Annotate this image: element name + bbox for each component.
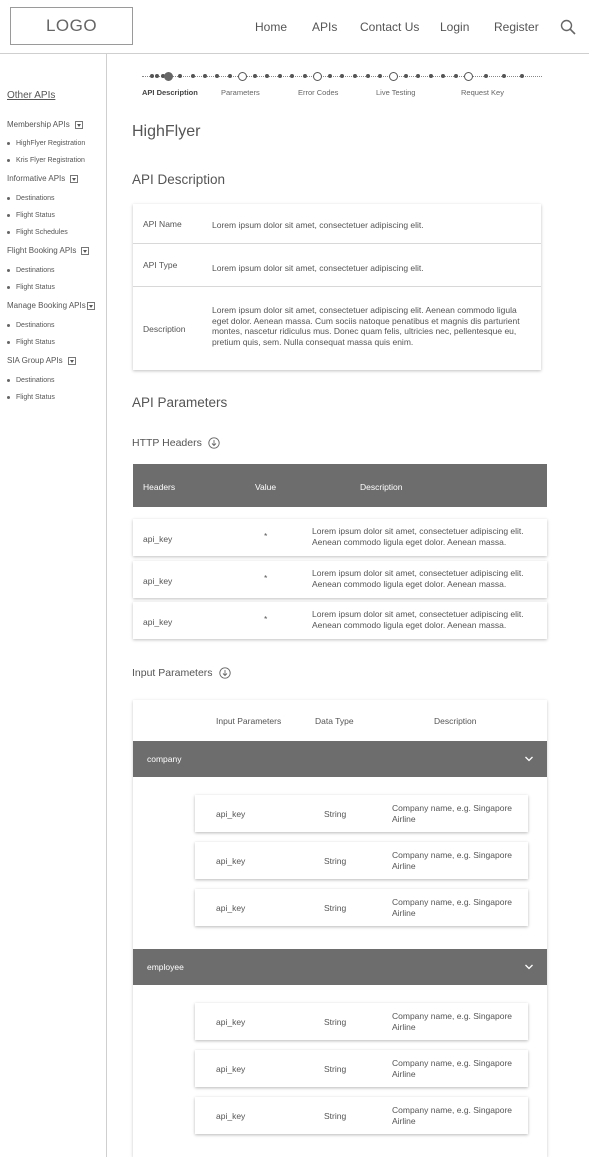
step-live-testing[interactable]: Live Testing	[376, 88, 416, 97]
param-description: Company name, e.g. Singapore Airline	[392, 1058, 513, 1079]
step-api-description-marker[interactable]	[164, 72, 173, 81]
input-parameters-heading: Input Parameters	[132, 667, 231, 679]
chevron-down-icon[interactable]	[524, 754, 534, 764]
step-request-key-marker[interactable]	[464, 72, 473, 81]
param-description: Company name, e.g. Singapore Airline	[392, 897, 513, 918]
accordion-employee[interactable]	[133, 949, 547, 985]
sidebar-item-destinations[interactable]: Destinations	[7, 267, 55, 274]
header-description: Lorem ipsum dolor sit amet, consectetuer adipiscing elit. Aenean commodo ligula eget dolor. Aenean massa.	[312, 609, 524, 630]
page-title: HighFlyer	[132, 123, 201, 140]
stepper-dot	[340, 74, 344, 78]
description-value: Lorem ipsum dolor sit amet, consectetuer adipiscing elit.	[212, 220, 424, 230]
step-request-key[interactable]: Request Key	[461, 88, 504, 97]
table-row	[195, 795, 528, 832]
step-error-codes-marker[interactable]	[313, 72, 322, 81]
table-row	[133, 602, 547, 639]
dropdown-toggle-icon[interactable]	[81, 247, 89, 255]
header-name: api_key	[143, 617, 173, 627]
stepper-dot	[454, 74, 458, 78]
dropdown-toggle-icon[interactable]	[68, 357, 76, 365]
stepper-dot	[290, 74, 294, 78]
api-description-heading: API Description	[132, 172, 226, 187]
logo[interactable]: LOGO	[10, 7, 133, 45]
step-parameters[interactable]: Parameters	[221, 88, 260, 97]
nav-home[interactable]: Home	[255, 20, 288, 34]
description-key: Description	[143, 324, 186, 334]
column-header-input-parameters: Input Parameters	[216, 716, 282, 726]
description-row	[133, 287, 541, 370]
sidebar-item-flight-status[interactable]: Flight Status	[7, 339, 55, 346]
step-api-description[interactable]: API Description	[142, 88, 198, 97]
stepper-dot	[328, 74, 332, 78]
param-type: String	[324, 809, 347, 819]
stepper-dot	[228, 74, 232, 78]
table-row	[133, 561, 547, 598]
sidebar-item-flight-status[interactable]: Flight Status	[7, 394, 55, 401]
header-description: Lorem ipsum dolor sit amet, consectetuer adipiscing elit. Aenean commodo ligula eget dolor. Aenean massa.	[312, 526, 524, 547]
accordion-company[interactable]	[133, 741, 547, 777]
sidebar-item-destinations[interactable]: Destinations	[7, 195, 55, 202]
sidebar-item-kris-flyer-registration[interactable]: Kris Flyer Registration	[7, 157, 85, 164]
header-value: *	[264, 531, 268, 541]
header-description: Lorem ipsum dolor sit amet, consectetuer adipiscing elit. Aenean commodo ligula eget dolor. Aenean massa.	[312, 568, 524, 589]
param-name: api_key	[216, 1111, 246, 1121]
input-parameters-panel	[133, 700, 547, 1157]
table-row	[133, 519, 547, 556]
sidebar	[0, 54, 107, 1157]
accordion-label: employee	[147, 962, 184, 972]
sidebar-item-destinations[interactable]: Destinations	[7, 377, 55, 384]
stepper-dot	[484, 74, 488, 78]
sidebar-item-flight-schedules[interactable]: Flight Schedules	[7, 229, 68, 236]
description-row	[133, 204, 541, 244]
stepper-dot	[502, 74, 506, 78]
header-value: *	[264, 573, 268, 583]
step-live-testing-marker[interactable]	[389, 72, 398, 81]
param-name: api_key	[216, 1064, 246, 1074]
stepper-dot	[378, 74, 382, 78]
step-parameters-marker[interactable]	[238, 72, 247, 81]
param-name: api_key	[216, 903, 246, 913]
http-headers-heading: HTTP Headers	[132, 437, 220, 449]
description-key: API Type	[143, 260, 178, 270]
stepper-dot	[404, 74, 408, 78]
param-type: String	[324, 1017, 347, 1027]
sidebar-group-membership[interactable]: Membership APIs	[7, 120, 83, 129]
stepper-dot	[416, 74, 420, 78]
column-header-data-type: Data Type	[315, 716, 354, 726]
table-row	[195, 842, 528, 879]
step-error-codes[interactable]: Error Codes	[298, 88, 339, 97]
param-type: String	[324, 1111, 347, 1121]
header-name: api_key	[143, 534, 173, 544]
top-header	[0, 0, 589, 54]
param-name: api_key	[216, 809, 246, 819]
param-description: Company name, e.g. Singapore Airline	[392, 1011, 513, 1032]
sidebar-group-flight-booking[interactable]: Flight Booking APIs	[7, 246, 89, 255]
sidebar-group-manage-booking[interactable]: Manage Booking APIs	[7, 301, 95, 310]
nav-register[interactable]: Register	[494, 20, 539, 34]
header-name: api_key	[143, 576, 173, 586]
api-description-card	[133, 204, 541, 370]
info-circle-icon[interactable]	[208, 437, 220, 449]
param-name: api_key	[216, 856, 246, 866]
description-value: Lorem ipsum dolor sit amet, consectetuer adipiscing elit. Aenean commodo ligula eget dolor. Aenean massa. Cum sociis natoque penatibus et magnis dis parturient montes, nascetur ridiculus mus. Donec quam felis, ultricies nec, pellentesque eu, pretium quis, sem. Nulla consequat massa quis enim.	[212, 305, 520, 347]
search-icon[interactable]	[560, 19, 576, 35]
stepper-dot	[155, 74, 159, 78]
dropdown-toggle-icon[interactable]	[70, 175, 78, 183]
info-circle-icon[interactable]	[219, 667, 231, 679]
param-description: Company name, e.g. Singapore Airline	[392, 803, 513, 824]
sidebar-item-highflyer-registration[interactable]: HighFlyer Registration	[7, 140, 85, 147]
sidebar-group-informative[interactable]: Informative APIs	[7, 174, 78, 183]
sidebar-title[interactable]: Other APIs	[7, 90, 56, 101]
stepper-dot	[353, 74, 357, 78]
param-description: Company name, e.g. Singapore Airline	[392, 850, 513, 871]
sidebar-item-flight-status[interactable]: Flight Status	[7, 212, 55, 219]
table-row	[195, 1050, 528, 1087]
description-value: Lorem ipsum dolor sit amet, consectetuer adipiscing elit.	[212, 263, 424, 273]
column-header-description: Description	[360, 482, 403, 492]
api-parameters-heading: API Parameters	[132, 395, 228, 410]
stepper-dot	[253, 74, 257, 78]
description-key: API Name	[143, 219, 182, 229]
stepper-dot	[150, 74, 154, 78]
http-headers-table-header	[133, 464, 547, 507]
column-header-headers: Headers	[143, 482, 176, 492]
description-row	[133, 244, 541, 287]
dropdown-toggle-icon[interactable]	[87, 302, 95, 310]
stepper-dot	[520, 74, 524, 78]
table-row	[195, 1003, 528, 1040]
accordion-label: company	[147, 754, 182, 764]
stepper-dot	[303, 74, 307, 78]
nav-apis[interactable]: APIs	[312, 20, 338, 34]
param-description: Company name, e.g. Singapore Airline	[392, 1105, 513, 1126]
chevron-down-icon[interactable]	[524, 962, 534, 972]
sidebar-item-destinations[interactable]: Destinations	[7, 322, 55, 329]
sidebar-item-flight-status[interactable]: Flight Status	[7, 284, 55, 291]
param-type: String	[324, 903, 347, 913]
param-type: String	[324, 1064, 347, 1074]
stepper-dot	[278, 74, 282, 78]
param-name: api_key	[216, 1017, 246, 1027]
header-value: *	[264, 614, 268, 624]
column-header-description: Description	[434, 716, 477, 726]
sidebar-group-sia-group[interactable]: SIA Group APIs	[7, 356, 76, 365]
nav-login[interactable]: Login	[440, 20, 470, 34]
table-row	[195, 1097, 528, 1134]
column-header-value: Value	[255, 482, 277, 492]
stepper-dot	[429, 74, 433, 78]
stepper-dot	[191, 74, 195, 78]
table-row	[195, 889, 528, 926]
stepper-dot	[203, 74, 207, 78]
stepper-dot	[441, 74, 445, 78]
stepper-dot	[265, 74, 269, 78]
param-type: String	[324, 856, 347, 866]
stepper-dot	[178, 74, 182, 78]
stepper-dot	[215, 74, 219, 78]
stepper-dot	[366, 74, 370, 78]
dropdown-toggle-icon[interactable]	[75, 121, 83, 129]
nav-contact-us[interactable]: Contact Us	[360, 20, 420, 34]
